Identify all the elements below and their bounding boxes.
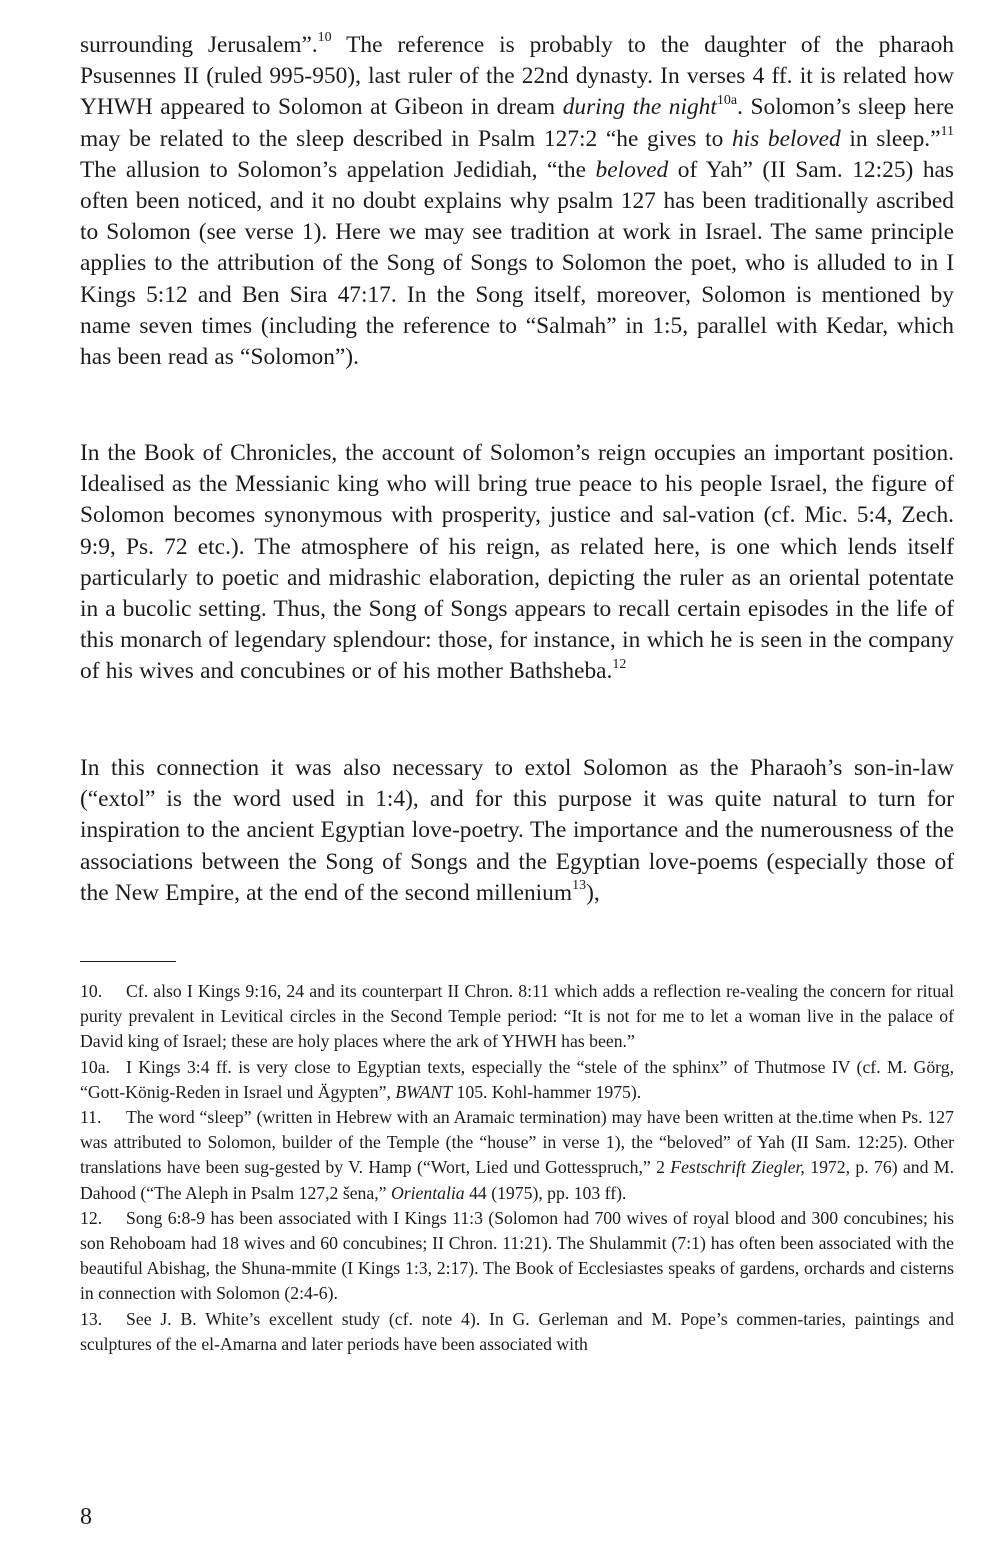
- footnote-separator-rule: [80, 961, 176, 962]
- footnote-number: 12.: [80, 1207, 103, 1228]
- footnote: [80, 1307, 954, 1357]
- text-run: 1972, p. 76) and M. Dahood (“The Aleph in Psalm 127,2 šena,”: [80, 1157, 954, 1203]
- footnote-number: 10.: [80, 981, 103, 1001]
- body-paragraph: [80, 438, 954, 688]
- text-run: of Yah” (II Sam. 12:25) has often been noticed, and it no doubt explains why psalm 127 has been traditionally ascribed to Solomon (see verse 1). Here we may see tradition at work in Israel. The same principle applies to the attribution of the Song of Songs to Solomon the poet, who is alluded to in I Kings 5:12 and Ben Sira 47:17. In the Song itself, moreover, Solomon is mentioned by name seven times (including the reference to “Salmah” in 1:5, parallel with Kedar, which has been read as “Solomon”).: [80, 156, 954, 371]
- text-run: 105. Kohl-hammer 1975).: [452, 1081, 642, 1102]
- footnote: [80, 979, 954, 1055]
- italic-text: Orientalia: [390, 1182, 465, 1203]
- body-paragraph: [80, 753, 954, 909]
- footnote-number: 10a.: [80, 1056, 110, 1077]
- footnote-number: 13.: [80, 1308, 103, 1329]
- footnote-reference: 12: [612, 656, 627, 672]
- text-run: The word “sleep” (written in Hebrew with an Aramaic termination) may have been written at the.time when Ps. 127 was attributed to Solomon, builder of the Temple (the “house” in verse 1), the “beloved” of Yah (II Sam. 12:25). Other translations have been sug-gested by V. Hamp (“Wort, Lied und Gottesspruch,” 2: [80, 1107, 954, 1178]
- footnote: [80, 1055, 954, 1105]
- text-run: I Kings 3:4 ff. is very close to Egyptian texts, especially the “stele of the sphinx” of Thutmose IV (cf. M. Görg, “Gott-König-Reden in Israel und Ägypten”,: [80, 1056, 954, 1102]
- text-run: Cf. also I Kings 9:16, 24 and its counterpart II Chron. 8:11 which adds a reflection re-vealing the concern for ritual purity prevalent in Levitical circles in the Second Temple period: “It is not for me to let a woman live in the palace of David king of Israel; these are holy places where the ark of YHWH has been.”: [80, 981, 954, 1052]
- text-run: Song 6:8-9 has been associated with I Kings 11:3 (Solomon had 700 wives of royal blood and 300 concubines; his son Rehoboam had 18 wives and 60 concubines; II Chron. 11:21). The Shulammit (7:1) has often been associated with the beautiful Abishag, the Shuna-mmite (I Kings 1:3, 2:17). The Book of Ecclesiastes speaks of gardens, orchards and cisterns in connection with Solomon (2:4-6).: [80, 1207, 954, 1304]
- text-run: The allusion to Solomon’s appelation Jedidiah, “the: [80, 156, 596, 183]
- text-run: In the Book of Chronicles, the account of Solomon’s reign occupies an important position. Idealised as the Messianic king who will bring true peace to his people Israel, the figure of Solomon becomes synonymous with prosperity, justice and sal-vation (cf. Mic. 5:4, Zech. 9:9, Ps. 72 etc.). The atmosphere of his reign, as related here, is one which lends itself particularly to poetic and midrashic elaboration, depicting the ruler as an oriental potentate in a bucolic setting. Thus, the Song of Songs appears to recall certain episodes in the life of this monarch of legendary splendour: those, for instance, in which he is seen in the company of his wives and concubines or of his mother Bathsheba.: [80, 440, 954, 685]
- body-paragraph: [80, 30, 954, 373]
- footnote: [80, 1206, 954, 1307]
- italic-text: Festschrift Ziegler,: [670, 1157, 805, 1178]
- text-run: ),: [586, 879, 600, 906]
- italic-text: beloved: [595, 156, 669, 183]
- text-run: surrounding Jerusalem”.: [80, 32, 318, 58]
- italic-text: his beloved: [731, 125, 841, 152]
- footnote-reference: 10: [317, 30, 332, 46]
- page-number: 8: [80, 1504, 92, 1530]
- footnote-reference: 13: [572, 878, 587, 894]
- text-run: . Solomon’s sleep here may be related to the sleep described in Psalm 127:2 “he gives to: [80, 94, 954, 152]
- footnotes: [80, 979, 954, 1357]
- footnote-number: 11.: [80, 1107, 102, 1128]
- text-run: 44 (1975), pp. 103 ff).: [464, 1182, 627, 1203]
- text-run: In this connection it was also necessary to extol Solomon as the Pharaoh’s son-in-law (“extol” is the word used in 1:4), and for this purpose it was quite natural to turn for inspiration to the ancient Egyptian love-poetry. The importance and the numerousness of the associations between the Song of Songs and the Egyptian love-poems (especially those of the New Empire, at the end of the second millenium: [80, 755, 954, 906]
- text-run: in sleep.”: [840, 125, 941, 152]
- footnote: [80, 1105, 954, 1206]
- text-run: The reference is probably to the daughter of the pharaoh Psusennes II (ruled 995-950), last ruler of the 22nd dynasty. In verses 4 ff. it is related how YHWH appeared to Solomon at Gibeon in dream: [80, 32, 954, 121]
- italic-text: during the night: [562, 94, 717, 121]
- italic-text: BWANT: [395, 1081, 453, 1102]
- text-run: See J. B. White’s excellent study (cf. note 4). In G. Gerleman and M. Pope’s commen-taries, paintings and sculptures of the el-Amarna and later periods have been associated with: [80, 1308, 954, 1354]
- footnote-reference: 11: [940, 123, 954, 139]
- footnote-reference: 10a: [716, 92, 738, 108]
